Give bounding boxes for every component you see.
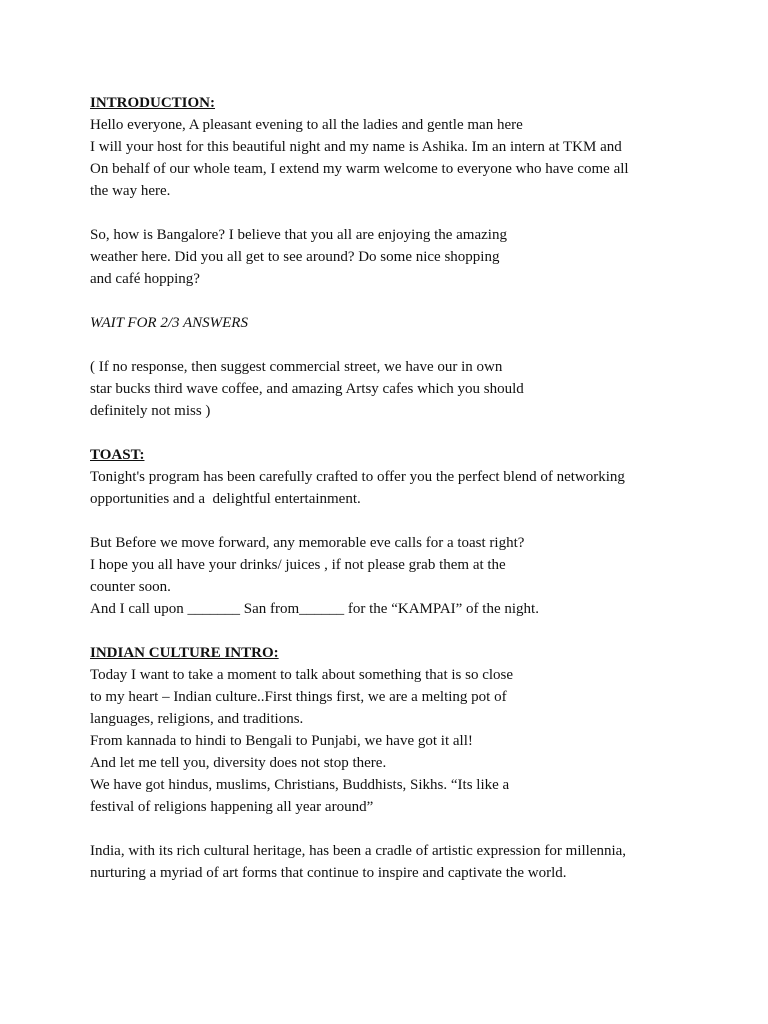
culture-line: Today I want to take a moment to talk about something that is so close xyxy=(90,667,514,683)
intro-line: Hello everyone, A pleasant evening to all the ladies and gentle man here xyxy=(90,117,523,133)
paragraph-gap xyxy=(90,422,760,444)
intro-line: I will your host for this beautiful night and my name is Ashika. Im an intern at TKM and xyxy=(90,139,622,155)
culture-line: festival of religions happening all year around” xyxy=(90,799,374,815)
culture-line: to my heart – Indian culture..First things first, we are a melting pot of xyxy=(90,689,507,705)
paragraph-gap xyxy=(90,510,760,532)
wait-note: WAIT FOR 2/3 ANSWERS xyxy=(90,315,248,331)
paragraph-gap xyxy=(90,334,760,356)
no-response-line: ( If no response, then suggest commercial street, we have our in own xyxy=(90,359,503,375)
intro-line: On behalf of our whole team, I extend my warm welcome to everyone who have come all xyxy=(90,161,629,177)
toast-program-line: opportunities and a delightful entertainment. xyxy=(90,491,361,507)
heritage-line: nurturing a myriad of art forms that continue to inspire and captivate the world. xyxy=(90,865,567,881)
culture-line: And let me tell you, diversity does not stop there. xyxy=(90,755,387,771)
paragraph-gap xyxy=(90,202,760,224)
heritage-line: India, with its rich cultural heritage, has been a cradle of artistic expression for millennia, xyxy=(90,843,627,859)
toast-heading: TOAST: xyxy=(90,447,145,463)
no-response-line: definitely not miss ) xyxy=(90,403,211,419)
culture-heading: INDIAN CULTURE INTRO: xyxy=(90,645,279,661)
document-page xyxy=(90,92,760,884)
toast-program-line: Tonight's program has been carefully crafted to offer you the perfect blend of networking xyxy=(90,469,625,485)
culture-line: We have got hindus, muslims, Christians, Buddhists, Sikhs. “Its like a xyxy=(90,777,510,793)
toast-call-line: I hope you all have your drinks/ juices , if not please grab them at the xyxy=(90,557,506,573)
culture-line: languages, religions, and traditions. xyxy=(90,711,304,727)
toast-call-line: And I call upon _______ San from______ for the “KAMPAI” of the night. xyxy=(90,601,539,617)
bangalore-line: weather here. Did you all get to see around? Do some nice shopping xyxy=(90,249,500,265)
bangalore-line: So, how is Bangalore? I believe that you all are enjoying the amazing xyxy=(90,227,507,243)
paragraph-gap xyxy=(90,620,760,642)
intro-line: the way here. xyxy=(90,183,171,199)
paragraph-gap xyxy=(90,818,760,840)
toast-call-line: But Before we move forward, any memorable eve calls for a toast right? xyxy=(90,535,525,551)
bangalore-line: and café hopping? xyxy=(90,271,200,287)
intro-heading: INTRODUCTION: xyxy=(90,95,216,111)
toast-call-line: counter soon. xyxy=(90,579,171,595)
paragraph-gap xyxy=(90,290,760,312)
culture-line: From kannada to hindi to Bengali to Punjabi, we have got it all! xyxy=(90,733,473,749)
no-response-line: star bucks third wave coffee, and amazing Artsy cafes which you should xyxy=(90,381,524,397)
